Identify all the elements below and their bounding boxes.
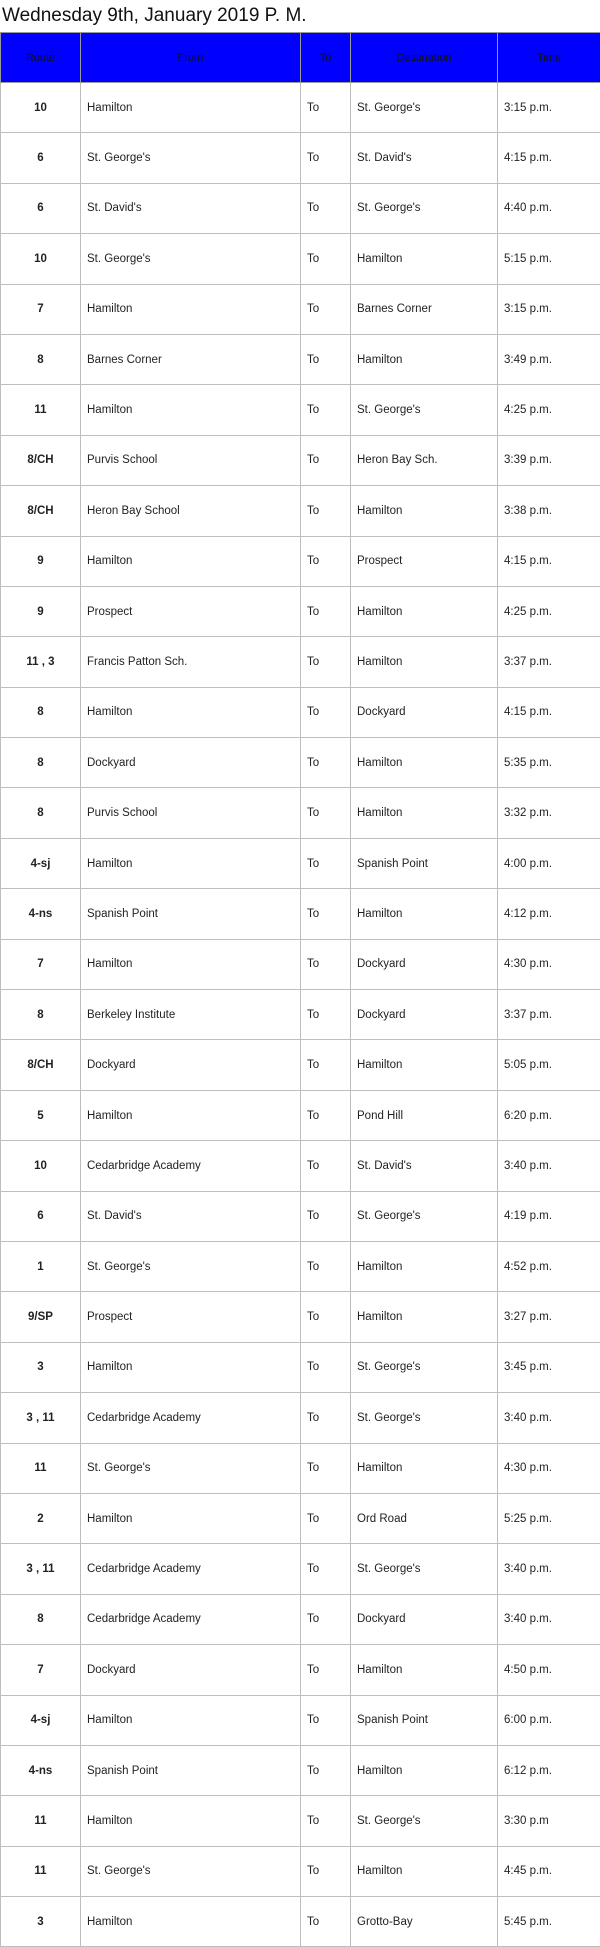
cell-destination: Hamilton — [351, 788, 498, 838]
table-row — [1, 889, 600, 939]
cell-destination: Spanish Point — [351, 1695, 498, 1745]
page-title: Wednesday 9th, January 2019 P. M. — [2, 5, 307, 26]
cell-to: To — [301, 1645, 351, 1695]
cell-destination: Hamilton — [351, 1241, 498, 1291]
cell-to: To — [301, 939, 351, 989]
cell-time: 4:25 p.m. — [498, 586, 600, 636]
cell-route: 7 — [1, 284, 81, 334]
cell-destination: Hamilton — [351, 1040, 498, 1090]
table-row — [1, 1191, 600, 1241]
cell-to: To — [301, 133, 351, 183]
cell-destination: St. George's — [351, 1191, 498, 1241]
cell-time: 5:35 p.m. — [498, 738, 600, 788]
cell-time: 4:15 p.m. — [498, 687, 600, 737]
table-row — [1, 133, 600, 183]
cell-to: To — [301, 1090, 351, 1140]
cell-from: Cedarbridge Academy — [81, 1544, 301, 1594]
table-row — [1, 1645, 600, 1695]
cell-to: To — [301, 536, 351, 586]
table-row — [1, 1141, 600, 1191]
cell-time: 3:30 p.m — [498, 1796, 600, 1846]
header-route: Route — [1, 33, 81, 83]
cell-to: To — [301, 1141, 351, 1191]
cell-route: 3 , 11 — [1, 1544, 81, 1594]
cell-to: To — [301, 1443, 351, 1493]
cell-from: Hamilton — [81, 1493, 301, 1543]
cell-to: To — [301, 1191, 351, 1241]
cell-route: 4-sj — [1, 1695, 81, 1745]
cell-route: 8/CH — [1, 1040, 81, 1090]
cell-destination: St. George's — [351, 1544, 498, 1594]
cell-destination: St. George's — [351, 1342, 498, 1392]
table-row — [1, 536, 600, 586]
cell-time: 6:20 p.m. — [498, 1090, 600, 1140]
cell-from: Hamilton — [81, 1342, 301, 1392]
cell-time: 6:12 p.m. — [498, 1745, 600, 1795]
cell-destination: Spanish Point — [351, 838, 498, 888]
cell-destination: Pond Hill — [351, 1090, 498, 1140]
cell-destination: Hamilton — [351, 1846, 498, 1896]
table-row — [1, 284, 600, 334]
cell-to: To — [301, 1846, 351, 1896]
cell-from: Hamilton — [81, 1090, 301, 1140]
cell-route: 9 — [1, 586, 81, 636]
cell-route: 4-ns — [1, 1745, 81, 1795]
cell-time: 4:19 p.m. — [498, 1191, 600, 1241]
cell-from: Hamilton — [81, 939, 301, 989]
cell-destination: St. George's — [351, 83, 498, 133]
table-row — [1, 83, 600, 133]
cell-route: 7 — [1, 1645, 81, 1695]
cell-time: 4:30 p.m. — [498, 939, 600, 989]
cell-route: 10 — [1, 1141, 81, 1191]
cell-time: 3:49 p.m. — [498, 334, 600, 384]
cell-to: To — [301, 1393, 351, 1443]
cell-destination: St. George's — [351, 1393, 498, 1443]
cell-destination: St. David's — [351, 1141, 498, 1191]
cell-route: 6 — [1, 183, 81, 233]
cell-route: 11 — [1, 1846, 81, 1896]
cell-destination: St. George's — [351, 183, 498, 233]
cell-from: St. David's — [81, 183, 301, 233]
cell-time: 5:45 p.m. — [498, 1897, 600, 1947]
table-row — [1, 183, 600, 233]
cell-from: Prospect — [81, 586, 301, 636]
cell-from: St. George's — [81, 133, 301, 183]
cell-route: 5 — [1, 1090, 81, 1140]
cell-route: 8 — [1, 1594, 81, 1644]
cell-from: Heron Bay School — [81, 486, 301, 536]
cell-from: Dockyard — [81, 1645, 301, 1695]
cell-destination: Ord Road — [351, 1493, 498, 1543]
cell-to: To — [301, 1745, 351, 1795]
table-row — [1, 1745, 600, 1795]
cell-time: 3:38 p.m. — [498, 486, 600, 536]
cell-to: To — [301, 385, 351, 435]
cell-from: Hamilton — [81, 1796, 301, 1846]
table-row — [1, 586, 600, 636]
cell-time: 3:37 p.m. — [498, 990, 600, 1040]
cell-destination: Hamilton — [351, 1443, 498, 1493]
cell-time: 4:30 p.m. — [498, 1443, 600, 1493]
cell-to: To — [301, 1241, 351, 1291]
cell-from: Dockyard — [81, 738, 301, 788]
cell-route: 10 — [1, 83, 81, 133]
header-time: Time — [498, 33, 600, 83]
cell-to: To — [301, 334, 351, 384]
cell-from: St. David's — [81, 1191, 301, 1241]
cell-route: 3 , 11 — [1, 1393, 81, 1443]
header-to: To — [301, 33, 351, 83]
table-row — [1, 385, 600, 435]
cell-from: Barnes Corner — [81, 334, 301, 384]
cell-destination: Hamilton — [351, 1645, 498, 1695]
table-row — [1, 1695, 600, 1745]
cell-route: 9/SP — [1, 1292, 81, 1342]
cell-time: 4:40 p.m. — [498, 183, 600, 233]
cell-to: To — [301, 234, 351, 284]
cell-route: 8 — [1, 788, 81, 838]
cell-to: To — [301, 990, 351, 1040]
cell-route: 4-sj — [1, 838, 81, 888]
cell-destination: Hamilton — [351, 889, 498, 939]
cell-destination: Dockyard — [351, 687, 498, 737]
cell-from: St. George's — [81, 1443, 301, 1493]
table-row — [1, 1897, 600, 1947]
cell-from: Berkeley Institute — [81, 990, 301, 1040]
cell-destination: Heron Bay Sch. — [351, 435, 498, 485]
table-row — [1, 637, 600, 687]
cell-time: 4:00 p.m. — [498, 838, 600, 888]
table-row — [1, 939, 600, 989]
cell-route: 11 — [1, 1443, 81, 1493]
cell-from: Francis Patton Sch. — [81, 637, 301, 687]
cell-to: To — [301, 889, 351, 939]
header-row — [1, 33, 600, 83]
table-row — [1, 1544, 600, 1594]
table-row — [1, 1493, 600, 1543]
cell-route: 8/CH — [1, 435, 81, 485]
schedule-body — [1, 83, 600, 1947]
cell-destination: Hamilton — [351, 586, 498, 636]
cell-from: Hamilton — [81, 838, 301, 888]
cell-route: 3 — [1, 1897, 81, 1947]
cell-from: Purvis School — [81, 788, 301, 838]
cell-time: 3:40 p.m. — [498, 1594, 600, 1644]
cell-to: To — [301, 1695, 351, 1745]
cell-time: 3:40 p.m. — [498, 1141, 600, 1191]
table-row — [1, 435, 600, 485]
cell-destination: Hamilton — [351, 738, 498, 788]
cell-from: Hamilton — [81, 284, 301, 334]
cell-destination: St. David's — [351, 133, 498, 183]
schedule-table — [0, 32, 600, 1947]
table-row — [1, 1796, 600, 1846]
cell-from: Prospect — [81, 1292, 301, 1342]
table-row — [1, 990, 600, 1040]
header-destination: Destination — [351, 33, 498, 83]
cell-route: 4-ns — [1, 889, 81, 939]
table-row — [1, 1292, 600, 1342]
table-row — [1, 1846, 600, 1896]
cell-destination: Hamilton — [351, 1292, 498, 1342]
table-row — [1, 334, 600, 384]
table-row — [1, 234, 600, 284]
table-row — [1, 1393, 600, 1443]
table-row — [1, 738, 600, 788]
cell-to: To — [301, 1897, 351, 1947]
cell-to: To — [301, 1292, 351, 1342]
table-row — [1, 1443, 600, 1493]
table-row — [1, 1040, 600, 1090]
cell-time: 3:32 p.m. — [498, 788, 600, 838]
cell-to: To — [301, 1040, 351, 1090]
cell-time: 4:12 p.m. — [498, 889, 600, 939]
cell-time: 3:45 p.m. — [498, 1342, 600, 1392]
cell-to: To — [301, 486, 351, 536]
table-row — [1, 1241, 600, 1291]
cell-from: St. George's — [81, 1846, 301, 1896]
cell-time: 4:15 p.m. — [498, 536, 600, 586]
cell-to: To — [301, 83, 351, 133]
table-row — [1, 1342, 600, 1392]
table-row — [1, 486, 600, 536]
cell-time: 4:25 p.m. — [498, 385, 600, 435]
cell-to: To — [301, 738, 351, 788]
cell-from: St. George's — [81, 234, 301, 284]
cell-destination: Hamilton — [351, 1745, 498, 1795]
cell-from: Hamilton — [81, 1897, 301, 1947]
cell-time: 6:00 p.m. — [498, 1695, 600, 1745]
cell-to: To — [301, 435, 351, 485]
cell-time: 4:50 p.m. — [498, 1645, 600, 1695]
cell-time: 4:52 p.m. — [498, 1241, 600, 1291]
header-from: From — [81, 33, 301, 83]
cell-from: Cedarbridge Academy — [81, 1393, 301, 1443]
cell-route: 9 — [1, 536, 81, 586]
cell-from: Spanish Point — [81, 889, 301, 939]
cell-route: 7 — [1, 939, 81, 989]
cell-time: 3:40 p.m. — [498, 1393, 600, 1443]
cell-route: 8/CH — [1, 486, 81, 536]
cell-from: Spanish Point — [81, 1745, 301, 1795]
cell-from: Cedarbridge Academy — [81, 1594, 301, 1644]
cell-route: 8 — [1, 990, 81, 1040]
cell-route: 11 — [1, 1796, 81, 1846]
cell-from: Hamilton — [81, 536, 301, 586]
cell-time: 3:27 p.m. — [498, 1292, 600, 1342]
cell-from: Hamilton — [81, 83, 301, 133]
cell-from: Purvis School — [81, 435, 301, 485]
cell-time: 5:25 p.m. — [498, 1493, 600, 1543]
cell-to: To — [301, 586, 351, 636]
table-row — [1, 838, 600, 888]
cell-time: 3:15 p.m. — [498, 284, 600, 334]
cell-destination: Barnes Corner — [351, 284, 498, 334]
cell-time: 3:40 p.m. — [498, 1544, 600, 1594]
cell-route: 6 — [1, 133, 81, 183]
cell-to: To — [301, 1594, 351, 1644]
cell-to: To — [301, 838, 351, 888]
cell-from: Hamilton — [81, 1695, 301, 1745]
cell-destination: Dockyard — [351, 990, 498, 1040]
cell-route: 11 , 3 — [1, 637, 81, 687]
cell-destination: St. George's — [351, 385, 498, 435]
cell-route: 2 — [1, 1493, 81, 1543]
cell-time: 4:45 p.m. — [498, 1846, 600, 1896]
cell-route: 11 — [1, 385, 81, 435]
cell-to: To — [301, 1544, 351, 1594]
cell-route: 3 — [1, 1342, 81, 1392]
cell-time: 3:37 p.m. — [498, 637, 600, 687]
table-row — [1, 1090, 600, 1140]
cell-time: 5:05 p.m. — [498, 1040, 600, 1090]
cell-destination: St. George's — [351, 1796, 498, 1846]
cell-to: To — [301, 687, 351, 737]
cell-to: To — [301, 284, 351, 334]
cell-destination: Hamilton — [351, 334, 498, 384]
table-row — [1, 1594, 600, 1644]
cell-route: 8 — [1, 334, 81, 384]
cell-to: To — [301, 1493, 351, 1543]
cell-from: Hamilton — [81, 385, 301, 435]
cell-destination: Grotto-Bay — [351, 1897, 498, 1947]
cell-to: To — [301, 788, 351, 838]
cell-destination: Hamilton — [351, 486, 498, 536]
cell-route: 1 — [1, 1241, 81, 1291]
cell-route: 8 — [1, 738, 81, 788]
cell-to: To — [301, 1342, 351, 1392]
cell-from: Hamilton — [81, 687, 301, 737]
cell-from: St. George's — [81, 1241, 301, 1291]
cell-from: Cedarbridge Academy — [81, 1141, 301, 1191]
cell-to: To — [301, 183, 351, 233]
cell-destination: Dockyard — [351, 1594, 498, 1644]
cell-destination: Hamilton — [351, 234, 498, 284]
cell-time: 3:39 p.m. — [498, 435, 600, 485]
cell-route: 6 — [1, 1191, 81, 1241]
table-row — [1, 687, 600, 737]
cell-time: 5:15 p.m. — [498, 234, 600, 284]
cell-to: To — [301, 637, 351, 687]
cell-route: 8 — [1, 687, 81, 737]
cell-route: 10 — [1, 234, 81, 284]
cell-from: Dockyard — [81, 1040, 301, 1090]
cell-destination: Hamilton — [351, 637, 498, 687]
table-row — [1, 788, 600, 838]
cell-destination: Prospect — [351, 536, 498, 586]
cell-to: To — [301, 1796, 351, 1846]
cell-time: 4:15 p.m. — [498, 133, 600, 183]
cell-destination: Dockyard — [351, 939, 498, 989]
cell-time: 3:15 p.m. — [498, 83, 600, 133]
